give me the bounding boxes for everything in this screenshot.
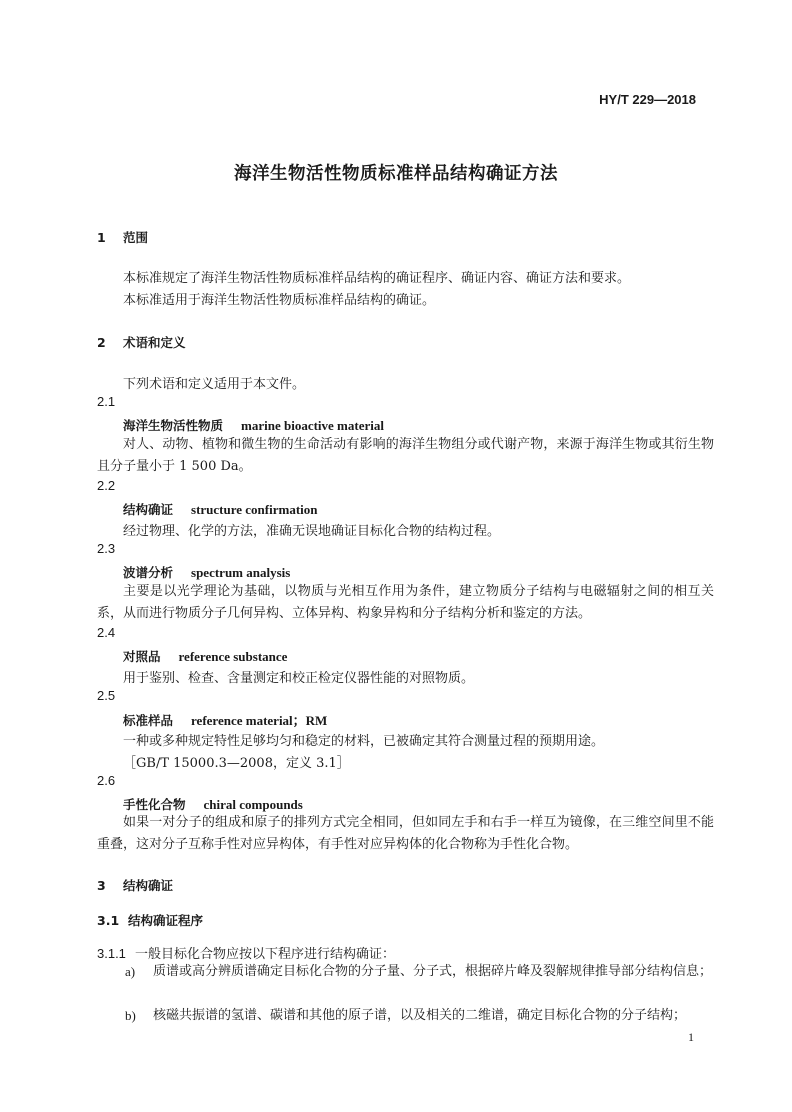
term-definition: 如果一对分子的组成和原子的排列方式完全相同，但如同左手和右手一样互为镜像，在三维空间里不能重叠，这对分子互称手性对应异构体，有手性对应异构体的化合物称为手性化合物。 (97, 815, 714, 852)
section-1-heading (97, 228, 148, 246)
term-zh: 标准样品 (123, 713, 174, 728)
paragraph: 本标准规定了海洋生物活性物质标准样品结构的确证程序、确证内容、确证方法和要求。 (123, 271, 631, 286)
page-number: 1 (688, 1030, 694, 1044)
term-reference: ［GB/T 15000.3—2008，定义 3.1］ (123, 756, 350, 771)
list-marker: a) (125, 964, 136, 979)
paragraph: 下列术语和定义适用于本文件。 (123, 377, 306, 392)
list-marker: b) (125, 1008, 136, 1023)
list-text: 核磁共振谱的氢谱、碳谱和其他的原子谱，以及相关的二维谱，确定目标化合物的分子结构； (153, 1008, 687, 1023)
section-title: 术语和定义 (123, 335, 186, 350)
term-en: reference material；RM (191, 713, 328, 728)
term-definition: 一种或多种规定特性足够均匀和稳定的材料，已被确定其符合测量过程的预期用途。 (123, 734, 605, 749)
term-heading (123, 795, 303, 813)
term-en: structure confirmation (191, 502, 318, 517)
standard-code: HY/T 229—2018 (599, 92, 696, 107)
term-number: 2.6 (97, 773, 116, 788)
term-heading (123, 500, 318, 518)
clause-text: 一般目标化合物应按以下程序进行结构确证： (135, 947, 396, 962)
term-en: spectrum analysis (191, 565, 291, 580)
term-zh: 海洋生物活性物质 (123, 418, 224, 433)
term-zh: 对照品 (123, 649, 161, 664)
term-heading (123, 563, 290, 581)
clause-number: 3.1.1 (97, 946, 126, 961)
term-heading (123, 416, 384, 434)
list-item (125, 961, 715, 983)
term-number: 2.1 (97, 394, 116, 409)
list-text: 质谱或高分辨质谱确定目标化合物的分子量、分子式，根据碎片峰及裂解规律推导部分结构信息； (153, 964, 713, 979)
section-number: 1 (97, 230, 106, 245)
term-zh: 结构确证 (123, 502, 174, 517)
term-heading (123, 647, 287, 665)
term-number: 2.4 (97, 625, 116, 640)
term-en: reference substance (178, 649, 288, 664)
subsection-3-1-heading (97, 911, 203, 929)
list-item (125, 1005, 715, 1027)
subsection-number: 3.1 (97, 913, 120, 928)
document-title: 海洋生物活性物质标准样品结构确证方法 (234, 164, 558, 184)
term-definition: 经过物理、化学的方法，准确无误地确证目标化合物的结构过程。 (123, 524, 501, 539)
term-definition: 用于鉴别、检查、含量测定和校正检定仪器性能的对照物质。 (123, 671, 475, 686)
section-title: 范围 (123, 230, 149, 245)
subsection-title: 结构确证程序 (128, 913, 204, 928)
section-2-heading (97, 333, 186, 351)
term-definition: 主要是以光学理论为基础，以物质与光相互作用为条件，建立物质分子结构与电磁辐射之间的相互关系，从而进行物质分子几何异构、立体异构、构象异构和分子结构分析和鉴定的方法。 (97, 584, 714, 621)
term-number: 2.2 (97, 478, 116, 493)
term-zh: 波谱分析 (123, 565, 174, 580)
section-number: 2 (97, 335, 106, 350)
term-en: chiral compounds (203, 797, 303, 812)
term-number: 2.5 (97, 688, 116, 703)
section-number: 3 (97, 878, 106, 893)
term-definition: 对人、动物、植物和微生物的生命活动有影响的海洋生物组分或代谢产物，来源于海洋生物或其衍生物且分子量小于 1 500 Da。 (97, 437, 714, 474)
section-title: 结构确证 (123, 878, 174, 893)
clause-3-1-1 (97, 943, 395, 962)
paragraph: 本标准适用于海洋生物活性物质标准样品结构的确证。 (123, 293, 436, 308)
term-en: marine bioactive material (241, 418, 384, 433)
term-heading (123, 710, 327, 729)
section-3-heading (97, 876, 173, 894)
term-number: 2.3 (97, 541, 116, 556)
term-zh: 手性化合物 (123, 797, 186, 812)
